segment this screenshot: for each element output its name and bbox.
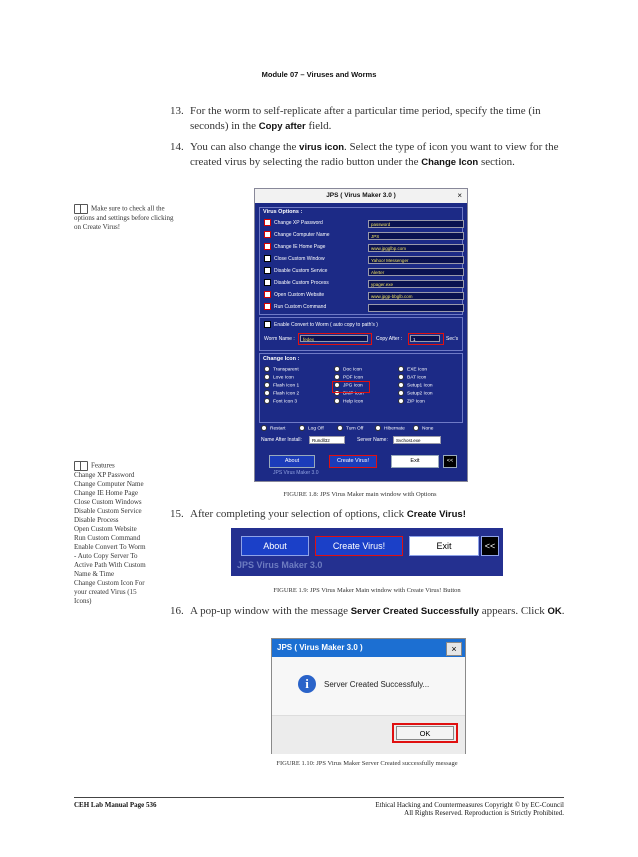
bar-back-button[interactable]: << xyxy=(481,536,499,556)
icon-option-label: JPG Icon xyxy=(343,383,363,389)
popup-title-bar: JPS ( Virus Maker 3.0 ) xyxy=(272,639,465,657)
page-header: Module 07 – Viruses and Worms xyxy=(261,70,377,79)
feature-item: Enable Convert To Worm xyxy=(74,543,146,551)
feature-item: your created Virus (15 xyxy=(74,588,137,596)
option-row[interactable] xyxy=(264,254,462,266)
radio-icon[interactable] xyxy=(398,374,404,380)
footer-page-label: CEH Lab Manual Page 536 xyxy=(74,801,157,809)
option-checkbox[interactable] xyxy=(264,303,271,310)
radio-icon[interactable] xyxy=(264,390,270,396)
radio-icon[interactable] xyxy=(413,425,419,431)
server-name-select[interactable]: Svchost.exe xyxy=(393,436,441,444)
step-14: 14. You can also change the virus icon. Select the type of icon you want to view for the created virus by selecting the radio button under the Change Icon section. xyxy=(170,141,559,168)
icon-radio-option[interactable] xyxy=(264,374,294,382)
icon-radio-option[interactable] xyxy=(264,390,299,398)
window-footer: JPS Virus Maker 3.0 xyxy=(273,470,319,476)
figure-1-8-caption: FIGURE 1.8: JPS Virus Maker main window with Options xyxy=(283,491,437,498)
feature-item: Close Custom Windows xyxy=(74,498,142,506)
copy-after-input[interactable]: 1 xyxy=(410,335,440,342)
worm-group xyxy=(259,317,463,351)
popup-close-icon[interactable]: × xyxy=(446,642,462,656)
create-virus-button[interactable]: Create Virus! xyxy=(329,455,377,468)
option-label: Change XP Password xyxy=(274,220,323,226)
sidebar-note: Make sure to check all the options and settings before clicking on Create Virus! xyxy=(74,204,174,231)
option-row[interactable] xyxy=(264,242,462,254)
option-checkbox[interactable] xyxy=(264,291,271,298)
window-title: JPS ( Virus Maker 3.0 ) xyxy=(255,189,467,203)
figure-1-10-caption: FIGURE 1.10: JPS Virus Maker Server Created successfully message xyxy=(276,760,458,767)
feature-item: Disable Custom Service xyxy=(74,507,142,515)
virus-options-label: Virus Options : xyxy=(263,209,303,215)
icon-radio-option[interactable] xyxy=(398,390,433,398)
worm-name-label: Worm Name : xyxy=(264,336,295,342)
option-label: Run Custom Command xyxy=(274,304,327,310)
power-radio-option[interactable] xyxy=(413,425,433,433)
info-icon: i xyxy=(298,675,316,693)
option-value-field[interactable]: password xyxy=(368,220,464,228)
radio-icon[interactable] xyxy=(398,398,404,404)
icon-option-label: Setup2 Icon xyxy=(407,391,433,397)
icon-radio-option[interactable] xyxy=(398,374,426,382)
option-label: Open Custom Website xyxy=(274,292,325,298)
icon-radio-option[interactable] xyxy=(398,382,433,390)
power-radio-option[interactable] xyxy=(261,425,285,433)
close-icon[interactable]: × xyxy=(457,191,462,200)
step-16: 16. A pop-up window with the message Server Created Successfully appears. Click OK. xyxy=(170,605,565,617)
virus-maker-window xyxy=(254,188,468,482)
icon-radio-option[interactable] xyxy=(264,366,299,374)
options-rows xyxy=(264,218,462,314)
option-row[interactable] xyxy=(264,266,462,278)
option-row[interactable] xyxy=(264,218,462,230)
name-after-select[interactable]: Rundll32 xyxy=(309,436,345,444)
power-radio-option[interactable] xyxy=(375,425,405,433)
radio-icon[interactable] xyxy=(261,425,267,431)
back-button[interactable]: << xyxy=(443,455,457,468)
step-15: 15. After completing your selection of options, click Create Virus! xyxy=(170,508,466,520)
icon-option-label: Doc Icon xyxy=(343,367,362,373)
option-row[interactable] xyxy=(264,278,462,290)
change-icon-label: Change Icon : xyxy=(263,356,300,362)
option-value-field[interactable]: Alerter xyxy=(368,268,464,276)
bar-create-virus-button[interactable]: Create Virus! xyxy=(315,536,403,556)
radio-icon[interactable] xyxy=(375,425,381,431)
icon-option-label: Love Icon xyxy=(273,375,294,381)
icon-radio-option[interactable] xyxy=(398,366,427,374)
option-checkbox[interactable] xyxy=(264,231,271,238)
option-row[interactable] xyxy=(264,230,462,242)
power-option-label: Turn Off xyxy=(346,426,364,432)
icon-option-label: PDF Icon xyxy=(343,375,363,381)
icon-option-label: Transparent xyxy=(273,367,299,373)
icon-radio-option[interactable] xyxy=(264,398,297,406)
icon-option-label: Flash Icon 2 xyxy=(273,391,300,397)
option-label: Change IE Home Page xyxy=(274,244,326,250)
power-radio-option[interactable] xyxy=(337,425,363,433)
option-row[interactable] xyxy=(264,302,462,314)
option-checkbox[interactable] xyxy=(264,255,271,262)
option-label: Change Computer Name xyxy=(274,232,330,238)
worm-enable-checkbox[interactable] xyxy=(264,321,271,328)
radio-icon[interactable] xyxy=(337,425,343,431)
icon-option-label: EXE Icon xyxy=(407,367,427,373)
icon-radio-option[interactable] xyxy=(264,382,299,390)
radio-icon[interactable] xyxy=(264,398,270,404)
book-icon xyxy=(74,461,88,471)
icon-option-label: Font Icon 3 xyxy=(273,399,297,405)
icon-radio-option[interactable] xyxy=(334,398,363,406)
feature-item: Disable Process xyxy=(74,516,119,524)
radio-icon[interactable] xyxy=(264,374,270,380)
server-created-popup xyxy=(271,638,466,754)
icon-option-label: ZIP Icon xyxy=(407,399,425,405)
feature-item: Name & Time xyxy=(74,570,115,578)
step-13: 13. For the worm to self-replicate after a particular time period, specify the time (in seconds) in the Copy after field. xyxy=(170,105,541,132)
feature-item: Icons) xyxy=(74,597,92,605)
feature-item: Change IE Home Page xyxy=(74,489,138,497)
option-value-field[interactable]: JPS xyxy=(368,232,464,240)
server-name-label: Server Name: xyxy=(357,437,388,443)
icon-radio-option[interactable] xyxy=(398,398,425,406)
icon-option-label: BMP Icon xyxy=(343,391,364,397)
option-row[interactable] xyxy=(264,290,462,302)
feature-item: Change Custom Icon For xyxy=(74,579,145,587)
option-checkbox[interactable] xyxy=(264,243,271,250)
exit-button[interactable]: Exit xyxy=(391,455,439,468)
bar-exit-button[interactable]: Exit xyxy=(409,536,479,556)
feature-item: Run Custom Command xyxy=(74,534,141,542)
about-button[interactable]: About xyxy=(269,455,315,468)
footer-copyright: Ethical Hacking and Countermeasures Copyright © by EC-Council All Rights Reserved. Reproduction is Strictly Prohibited. xyxy=(375,801,564,817)
create-virus-button-bar xyxy=(231,528,503,576)
icon-radio-option[interactable] xyxy=(334,366,362,374)
option-label: Disable Custom Service xyxy=(274,268,328,274)
option-checkbox[interactable] xyxy=(264,219,271,226)
power-radio-option[interactable] xyxy=(299,425,324,433)
change-icon-group xyxy=(259,353,463,423)
power-option-label: Restart xyxy=(270,426,286,432)
radio-icon[interactable] xyxy=(334,366,340,372)
feature-item: Change Computer Name xyxy=(74,480,144,488)
feature-item: Active Path With Custom xyxy=(74,561,146,569)
sidebar-features: Features Change XP Password Change Computer Name Change IE Home Page Close Custom Windows Disable Custom Service Disable Process Open Custom Website Run Custom Command Enable Convert To Worm - Auto Copy Server To Active Path With Custom Name & Time Change Custom Icon For your created Virus (15 Icons) xyxy=(74,461,174,606)
radio-icon[interactable] xyxy=(334,374,340,380)
feature-item: Change XP Password xyxy=(74,471,135,479)
copy-after-label: Copy After : xyxy=(376,336,403,342)
bar-about-button[interactable]: About xyxy=(241,536,309,556)
feature-item: Open Custom Website xyxy=(74,525,137,533)
option-label: Disable Custom Process xyxy=(274,280,329,286)
power-option-label: Hibernate xyxy=(384,426,405,432)
secs-label: Sec's xyxy=(446,336,459,342)
power-option-label: None xyxy=(422,426,434,432)
option-value-field[interactable] xyxy=(368,304,464,312)
icon-option-label: BAT Icon xyxy=(407,375,427,381)
jpg-icon-highlight xyxy=(332,381,370,393)
radio-icon[interactable] xyxy=(334,398,340,404)
option-value-field[interactable]: www.jpgglbp.com xyxy=(368,244,464,252)
option-checkbox[interactable] xyxy=(264,267,271,274)
radio-icon[interactable] xyxy=(264,382,270,388)
option-value-field[interactable]: ypager.exe xyxy=(368,280,464,288)
radio-icon[interactable] xyxy=(398,390,404,396)
option-checkbox[interactable] xyxy=(264,279,271,286)
icon-option-label: Setup1 Icon xyxy=(407,383,433,389)
popup-message: Server Created Successfuly... xyxy=(324,680,430,689)
radio-icon[interactable] xyxy=(398,366,404,372)
virus-options-group xyxy=(259,207,463,315)
worm-name-input[interactable]: fedex xyxy=(300,335,368,342)
radio-icon[interactable] xyxy=(264,366,270,372)
option-value-field[interactable]: Yahoo! Messenger xyxy=(368,256,464,264)
icon-option-label: Help Icon xyxy=(343,399,364,405)
book-icon xyxy=(74,204,88,214)
name-after-label: Name After Install: xyxy=(261,437,302,443)
icon-option-label: Flash Icon 1 xyxy=(273,383,300,389)
option-label: Close Custom Window xyxy=(274,256,325,262)
features-list xyxy=(74,471,174,606)
ok-button[interactable]: OK xyxy=(396,726,454,740)
footer-divider xyxy=(74,797,564,798)
power-option-label: Log Off xyxy=(308,426,324,432)
worm-enable-row[interactable]: Enable Convert to Worm ( auto copy to path's ) xyxy=(264,320,378,330)
bar-footer: JPS Virus Maker 3.0 xyxy=(237,560,323,570)
figure-1-9-caption: FIGURE 1.9: JPS Virus Maker Main window with Create Virus! Button xyxy=(273,587,461,594)
option-value-field[interactable]: www.jpgp-bbglb.com xyxy=(368,292,464,300)
radio-icon[interactable] xyxy=(299,425,305,431)
feature-item: - Auto Copy Server To xyxy=(74,552,138,560)
radio-icon[interactable] xyxy=(398,382,404,388)
